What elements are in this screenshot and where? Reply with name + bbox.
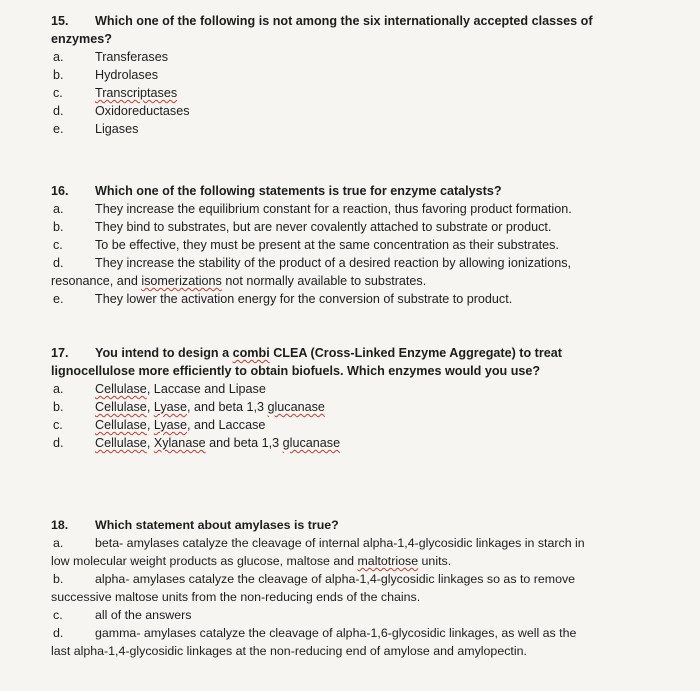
question-15 — [51, 12, 641, 138]
question-17 — [51, 344, 641, 452]
option-letter: a. — [53, 536, 64, 550]
option-text-misspelled: glucanase — [282, 436, 341, 450]
option-a[interactable] — [51, 380, 641, 398]
option-text: alpha- amylases catalyze the cleavage of alpha-1,4-glycosidic linkages so as to remove — [95, 572, 576, 586]
option-e[interactable] — [51, 290, 641, 308]
option-text: Oxidoreductases — [95, 104, 190, 118]
option-text-misspelled: Xylanase — [153, 436, 206, 450]
option-text: To be effective, they must be present at the same concentration as their substrates. — [95, 238, 559, 252]
option-letter: a. — [53, 50, 64, 64]
option-text-cont: units. — [418, 554, 452, 568]
question-17-line-1 — [51, 344, 641, 362]
option-c[interactable] — [51, 606, 651, 624]
option-b[interactable] — [51, 398, 641, 416]
option-letter: e. — [53, 292, 64, 306]
option-text-cont: last alpha-1,4-glycosidic linkages at the non-reducing end of amylose and amylopectin. — [51, 644, 527, 658]
option-text-cont-misspelled: isomerizations — [141, 274, 222, 288]
option-text-misspelled: Cellulase — [95, 400, 147, 414]
option-b[interactable] — [51, 66, 641, 84]
option-text: Transcriptases — [95, 86, 178, 100]
option-text: They increase the stability of the product of a desired reaction by allowing ionizations, — [95, 256, 572, 270]
question-number: 17. — [51, 346, 69, 360]
option-text: They increase the equilibrium constant for a reaction, thus favoring product formation. — [95, 202, 572, 216]
option-text: Hydrolases — [95, 68, 158, 82]
question-number: 15. — [51, 14, 69, 28]
option-letter: a. — [53, 382, 64, 396]
option-b[interactable] — [51, 218, 641, 236]
option-text-misspelled: glucanase — [267, 400, 325, 414]
question-text-misspelled: combi — [232, 346, 270, 360]
question-18 — [51, 516, 651, 660]
option-letter: b. — [53, 68, 64, 82]
option-text-cont-misspelled: maltotriose — [357, 554, 419, 568]
option-text: and beta 1,3 — [205, 436, 283, 450]
option-b-continued — [51, 588, 651, 606]
option-text: , — [146, 436, 154, 450]
option-d[interactable] — [51, 102, 641, 120]
option-text: They lower the activation energy for the conversion of substrate to product. — [95, 292, 513, 306]
question-text: You intend to design a — [95, 346, 233, 360]
question-16-line-1 — [51, 182, 641, 200]
option-text-misspelled: Cellulase — [95, 436, 147, 450]
option-a[interactable] — [51, 534, 651, 552]
question-text: Which statement about amylases is true? — [95, 518, 339, 532]
option-a-continued — [51, 552, 651, 570]
option-letter: b. — [53, 220, 64, 234]
option-text: Ligases — [95, 122, 139, 136]
option-letter: d. — [53, 104, 64, 118]
option-c[interactable] — [51, 84, 641, 102]
question-number: 16. — [51, 184, 69, 198]
option-letter: c. — [53, 608, 63, 622]
question-text-cont: enzymes? — [51, 32, 112, 46]
option-text-misspelled: Lyase — [153, 400, 187, 414]
option-e[interactable] — [51, 120, 641, 138]
option-text-cont: not normally available to substrates. — [221, 274, 427, 288]
option-letter: b. — [53, 400, 64, 414]
option-b[interactable] — [51, 570, 651, 588]
question-number: 18. — [51, 518, 69, 532]
option-text: , — [146, 400, 154, 414]
option-c[interactable] — [51, 416, 641, 434]
option-a[interactable] — [51, 200, 641, 218]
question-text: Which one of the following is not among the six internationally accepted classes of — [95, 14, 593, 28]
option-letter: c. — [53, 238, 63, 252]
option-letter: b. — [53, 572, 64, 586]
option-letter: d. — [53, 256, 64, 270]
option-letter: a. — [53, 202, 64, 216]
question-15-line-1 — [51, 12, 641, 30]
option-text: all of the answers — [95, 608, 192, 622]
option-text: , and Laccase — [186, 418, 266, 432]
option-text: They bind to substrates, but are never covalently attached to substrate or product. — [95, 220, 552, 234]
option-text-cont: resonance, and — [51, 274, 142, 288]
option-letter: e. — [53, 122, 64, 136]
option-a[interactable] — [51, 48, 641, 66]
question-text: Which one of the following statements is true for enzyme catalysts? — [95, 184, 502, 198]
option-text: gamma- amylases catalyze the cleavage of alpha-1,6-glycosidic linkages, as well as the — [95, 626, 577, 640]
option-text: , — [146, 418, 154, 432]
option-text: , Laccase and Lipase — [146, 382, 266, 396]
option-text: Transferases — [95, 50, 169, 64]
option-d[interactable] — [51, 434, 641, 452]
option-letter: c. — [53, 86, 63, 100]
option-letter: c. — [53, 418, 63, 432]
question-text: CLEA (Cross-Linked Enzyme Aggregate) to treat — [269, 346, 562, 360]
option-text-misspelled: Cellulase — [95, 418, 147, 432]
option-text-misspelled: Cellulase — [95, 382, 147, 396]
option-text-cont: successive maltose units from the non-reducing ends of the chains. — [51, 590, 421, 604]
option-d[interactable] — [51, 254, 641, 272]
option-letter: d. — [53, 436, 64, 450]
option-d[interactable] — [51, 624, 651, 642]
question-text-cont: lignocellulose more efficiently to obtain biofuels. Which enzymes would you use? — [51, 364, 541, 378]
option-text-misspelled: Lyase — [153, 418, 187, 432]
option-d-continued — [51, 642, 651, 660]
question-18-line-1 — [51, 516, 651, 534]
option-text-cont: low molecular weight products as glucose, maltose and — [51, 554, 358, 568]
option-text: beta- amylases catalyze the cleavage of internal alpha-1,4-glycosidic linkages in starch in — [95, 536, 585, 550]
option-c[interactable] — [51, 236, 641, 254]
option-text: , and beta 1,3 — [186, 400, 268, 414]
question-16 — [51, 182, 641, 308]
option-d-continued — [51, 272, 641, 290]
option-letter: d. — [53, 626, 64, 640]
